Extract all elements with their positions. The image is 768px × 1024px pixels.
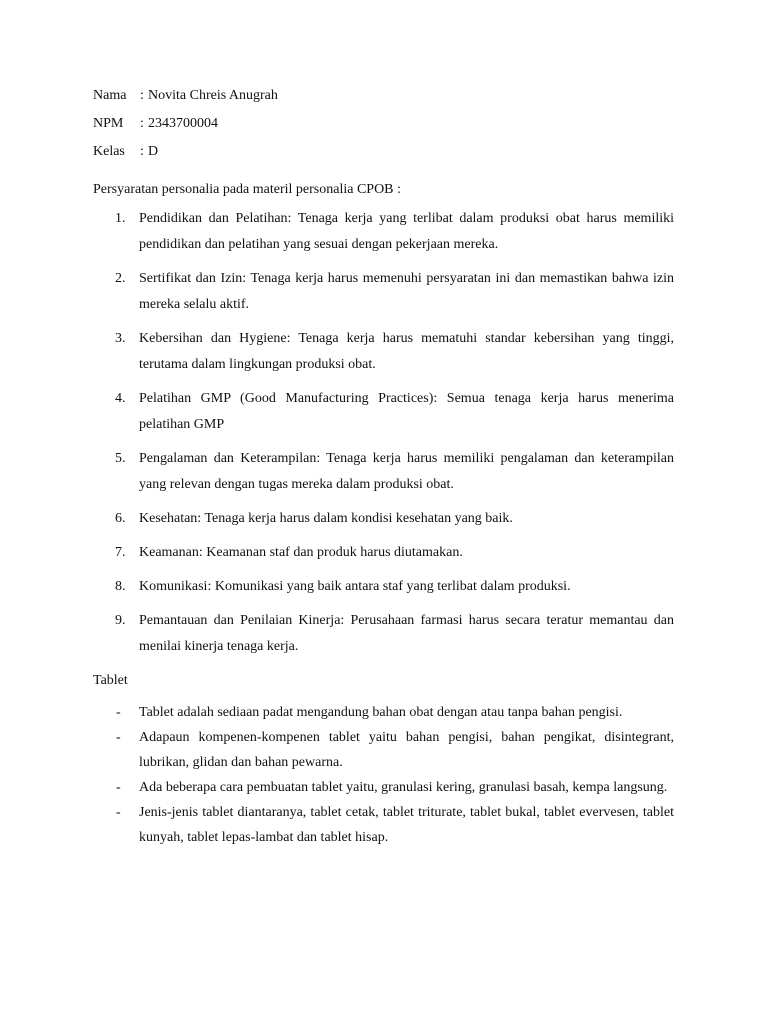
class-separator: : [140, 144, 144, 159]
list-item-dash: - [116, 705, 121, 720]
list-item-dash: - [116, 730, 121, 745]
list-item [93, 725, 674, 775]
name-value: Novita Chreis Anugrah [148, 88, 278, 103]
intro-paragraph: Persyaratan personalia pada materil personalia CPOB : [93, 182, 401, 197]
list-item-text: Keamanan: Keamanan staf dan produk harus diutamakan. [139, 545, 463, 560]
list-item [93, 386, 674, 438]
list-item [93, 700, 674, 725]
list-item-number: 8. [115, 579, 126, 594]
npm-row [93, 114, 674, 134]
list-item-text: Kesehatan: Tenaga kerja harus dalam kondisi kesehatan yang baik. [139, 511, 513, 526]
list-item-number: 6. [115, 511, 126, 526]
name-label: Nama [93, 88, 127, 103]
list-item-dash: - [116, 805, 121, 820]
class-row [93, 142, 674, 162]
list-item [93, 506, 674, 532]
list-item [93, 800, 674, 850]
class-value: D [148, 144, 159, 159]
list-item-text: Pendidikan dan Pelatihan: Tenaga kerja yang terlibat dalam produksi obat harus memiliki pendidikan dan pelatihan yang sesuai dengan pekerjaan mereka. [139, 211, 674, 252]
list-item-text: Komunikasi: Komunikasi yang baik antara staf yang terlibat dalam produksi. [139, 579, 571, 594]
list-item-number: 2. [115, 271, 126, 286]
list-item [93, 608, 674, 660]
tablet-list [93, 700, 674, 850]
list-item-text: Pengalaman dan Keterampilan: Tenaga kerja harus memiliki pengalaman dan keterampilan yang relevan dengan tugas mereka dalam produksi obat. [139, 451, 674, 492]
list-item-number: 4. [115, 391, 126, 406]
list-item-text: Sertifikat dan Izin: Tenaga kerja harus memenuhi persyaratan ini dan memastikan bahwa izin mereka selalu aktif. [139, 271, 674, 312]
name-separator: : [140, 88, 144, 103]
list-item [93, 540, 674, 566]
document-content [93, 86, 674, 850]
npm-value: 2343700004 [148, 116, 218, 131]
list-item-number: 3. [115, 331, 126, 346]
list-item [93, 266, 674, 318]
npm-label: NPM [93, 116, 124, 131]
npm-separator: : [140, 116, 144, 131]
list-item [93, 206, 674, 258]
list-item-number: 9. [115, 613, 126, 628]
list-item-number: 5. [115, 451, 126, 466]
list-item-text: Kebersihan dan Hygiene: Tenaga kerja harus mematuhi standar kebersihan yang tinggi, terutama dalam lingkungan produksi obat. [139, 331, 674, 372]
list-item-text: Pemantauan dan Penilaian Kinerja: Perusahaan farmasi harus secara teratur memantau dan menilai kinerja tenaga kerja. [139, 613, 674, 654]
list-item-text: Jenis-jenis tablet diantaranya, tablet cetak, tablet triturate, tablet bukal, tablet evervesen, tablet kunyah, tablet lepas-lambat dan tablet hisap. [139, 805, 674, 845]
tablet-section-title: Tablet [93, 673, 128, 688]
list-item-text: Ada beberapa cara pembuatan tablet yaitu, granulasi kering, granulasi basah, kempa langsung. [139, 780, 668, 795]
list-item [93, 775, 674, 800]
requirements-list [93, 206, 674, 660]
name-row [93, 86, 674, 106]
list-item [93, 574, 674, 600]
list-item-number: 7. [115, 545, 126, 560]
list-item-text: Tablet adalah sediaan padat mengandung bahan obat dengan atau tanpa bahan pengisi. [139, 705, 623, 720]
list-item [93, 446, 674, 498]
list-item-text: Adapaun kompenen-kompenen tablet yaitu bahan pengisi, bahan pengikat, disintegrant, lubrikan, glidan dan bahan pewarna. [139, 730, 674, 770]
list-item-text: Pelatihan GMP (Good Manufacturing Practices): Semua tenaga kerja harus menerima pelatihan GMP [139, 391, 674, 432]
list-item [93, 326, 674, 378]
list-item-dash: - [116, 780, 121, 795]
class-label: Kelas [93, 144, 125, 159]
list-item-number: 1. [115, 211, 126, 226]
